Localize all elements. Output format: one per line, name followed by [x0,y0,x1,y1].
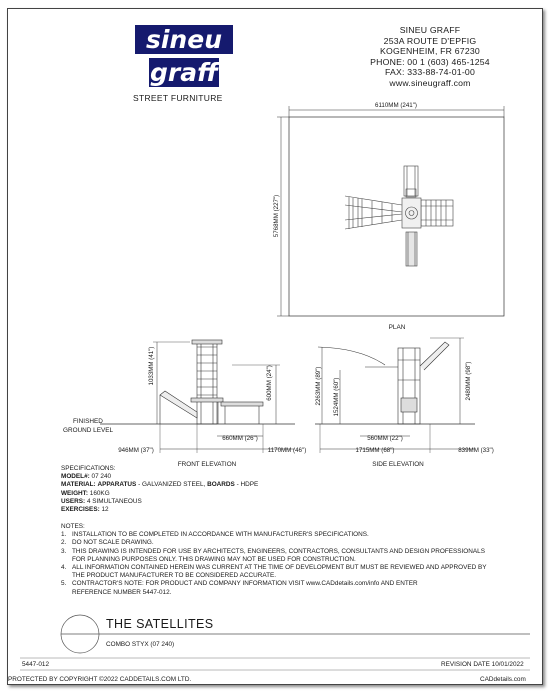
ground-label-1: FINISHED [73,418,103,425]
note-item: 3. THIS DRAWING IS INTENDED FOR USE BY ARCHITECTS, ENGINEERS, CONTRACTORS, CONSULTANTS AND DESIGN PROFESSIONALS [61,547,485,555]
copyright-notice: PROTECTED BY COPYRIGHT ©2022 CADDETAILS.COM LTD. [8,676,192,683]
notes-heading: NOTES: [61,523,85,530]
front-elevation [63,340,306,468]
note-item: 4. ALL INFORMATION CONTAINED HEREIN WAS CURRENT AT THE TIME OF DEVELOPMENT BUT MUST BE REVIEWED AND APPROVED BY [61,564,487,572]
company-address-1: 253A ROUTE D'EPFIG [383,35,477,46]
company-phone: PHONE: 00 1 (603) 465-1254 [370,56,490,67]
plan-equipment [345,166,453,266]
side-elevation-label: SIDE ELEVATION [372,461,424,468]
logo-line-1: sineu [135,25,233,54]
plan-width-dim: 6110MM (241") [375,102,417,109]
logo-line-2: graff [150,58,218,87]
spec-exercises: EXERCISES: 12 [61,506,109,514]
revision-date: REVISION DATE 10/01/2022 [441,661,524,668]
plan-boundary [289,117,504,316]
side-dim-560: 560MM (22") [367,435,403,442]
front-dim-946: 946MM (37") [118,447,154,454]
side-dim-2480: 2480MM (98") [465,361,472,401]
note-item: 1. INSTALLATION TO BE COMPLETED IN ACCORDANCE WITH MANUFACTURER'S SPECIFICATIONS. [61,531,369,539]
front-elevation-label: FRONT ELEVATION [177,461,237,468]
plan-label: PLAN [388,324,406,331]
company-fax: FAX: 333-88-74-01-00 [385,67,475,77]
drawing-title: THE SATELLITES [106,617,214,631]
plan-height-dim: 5768MM (227") [273,194,280,238]
note-item: 5. CONTRACTOR'S NOTE: FOR PRODUCT AND COMPANY INFORMATION VISIT www.CADdetails.com/info AND ENTER [61,580,418,588]
front-height-dim: 1033MM (41") [148,346,155,386]
reference-number: 5447-012 [22,661,50,668]
company-address-2: KOGENHEIM, FR 67230 [380,46,480,56]
front-mid-dim: 600MM (24") [266,365,273,401]
ground-label-2: GROUND LEVEL [63,427,114,434]
note-item-continued: REFERENCE NUMBER 5447-012. [72,588,172,596]
caddetails-link[interactable]: CADdetails.com [480,676,526,683]
drawing-subtitle: COMBO STYX (07 240) [106,641,175,648]
specifications [61,465,531,514]
side-dim-2263: 2263MM (89") [315,366,322,406]
company-name: SINEU GRAFF [399,25,461,35]
front-equipment [160,340,263,424]
spec-weight: WEIGHT: 160KG [61,489,110,497]
company-website: www.sineugraff.com [389,77,471,88]
specs-heading: SPECIFICATIONS: [61,465,116,472]
spec-model: MODEL#: 07 240 [61,473,112,481]
note-item-continued: FOR PLANNING PURPOSES ONLY. THIS DRAWING MAY NOT BE USED FOR CONSTRUCTION. [72,555,356,563]
spec-users: USERS: 4 SIMULTANEOUS [61,497,142,505]
side-dim-1715: 1715MM (68") [355,447,395,454]
side-elevation [315,338,494,468]
front-dim-660: 660MM (26") [222,435,258,442]
notes [61,523,531,597]
front-dim-1170: 1170MM (46") [267,447,307,454]
side-dim-1524: 1524MM (60") [333,377,340,417]
plan-view [273,102,504,331]
note-item: 2. DO NOT SCALE DRAWING. [61,539,154,547]
note-item-continued: THE PRODUCT MANUFACTURER TO BE CONSIDERED ACCURATE. [72,572,277,580]
spec-material: MATERIAL: APPARATUS - GALVANIZED STEEL, BOARDS - HDPE [61,481,259,489]
side-dim-839: 839MM (33") [458,447,494,454]
logo-tagline: STREET FURNITURE [133,93,223,103]
